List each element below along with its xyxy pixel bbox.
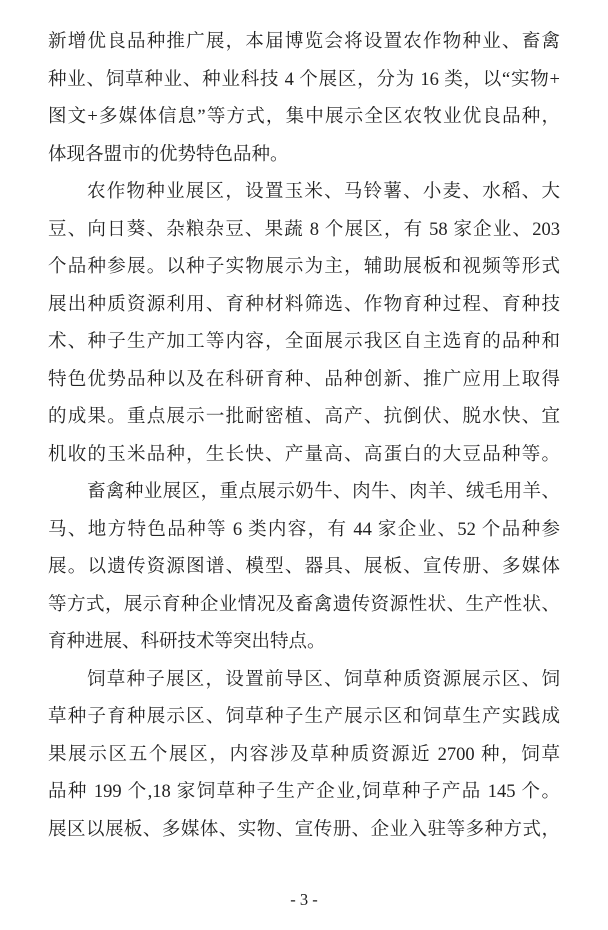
- text-line: 草种子育种展示区、饲草种子生产展示区和饲草生产实践成: [48, 707, 560, 727]
- text-line: 畜禽种业展区，重点展示奶牛、肉牛、肉羊、绒毛用羊、: [87, 482, 560, 502]
- text-line: 新增优良品种推广展，本届博览会将设置农作物种业、畜禽: [48, 32, 560, 52]
- text-line: 农作物种业展区，设置玉米、马铃薯、小麦、水稻、大: [87, 182, 560, 202]
- text-line: 果展示区五个展区，内容涉及草种质资源近 2700 种，饲草: [48, 744, 560, 765]
- text-line: 展出种质资源利用、育种材料筛选、作物育种过程、育种技: [48, 294, 560, 315]
- text-line: 种业、饲草种业、种业科技 4 个展区，分为 16 类，以“实物+: [48, 69, 560, 90]
- page-number: - 3 -: [290, 890, 318, 909]
- text-line: 豆、向日葵、杂粮杂豆、果蔬 8 个展区，有 58 家企业、203: [48, 219, 560, 240]
- text-line: 的成果。重点展示一批耐密植、高产、抗倒伏、脱水快、宜: [48, 407, 560, 427]
- text-line: 饲草种子展区，设置前导区、饲草种质资源展示区、饲: [87, 669, 560, 690]
- text-line: 术、种子生产加工等内容，全面展示我区自主选育的品种和: [48, 332, 560, 352]
- document-body: [48, 24, 560, 849]
- text-line: 机收的玉米品种，生长快、产量高、高蛋白的大豆品种等。: [48, 444, 560, 465]
- page-number-footer: [0, 889, 608, 911]
- text-line: 图文+多媒体信息”等方式，集中展示全区农牧业优良品种，: [48, 107, 560, 127]
- text-line: 特色优势品种以及在科研育种、品种创新、推广应用上取得: [48, 369, 560, 390]
- text-line: 展区以展板、多媒体、实物、宣传册、企业入驻等多种方式，: [48, 819, 560, 840]
- text-line: 等方式，展示育种企业情况及畜禽遗传资源性状、生产性状、: [48, 594, 560, 615]
- text-line: 马、地方特色品种等 6 类内容，有 44 家企业、52 个品种参: [48, 519, 560, 540]
- text-line: 体现各盟市的优势特色品种。: [48, 144, 289, 165]
- text-line: 个品种参展。以种子实物展示为主，辅助展板和视频等形式: [48, 257, 560, 277]
- text-line: 展。以遗传资源图谱、模型、器具、展板、宣传册、多媒体: [48, 557, 560, 577]
- text-line: 品种 199 个,18 家饲草种子生产企业,饲草种子产品 145 个。: [48, 782, 560, 802]
- text-line: 育种进展、科研技术等突出特点。: [48, 632, 326, 652]
